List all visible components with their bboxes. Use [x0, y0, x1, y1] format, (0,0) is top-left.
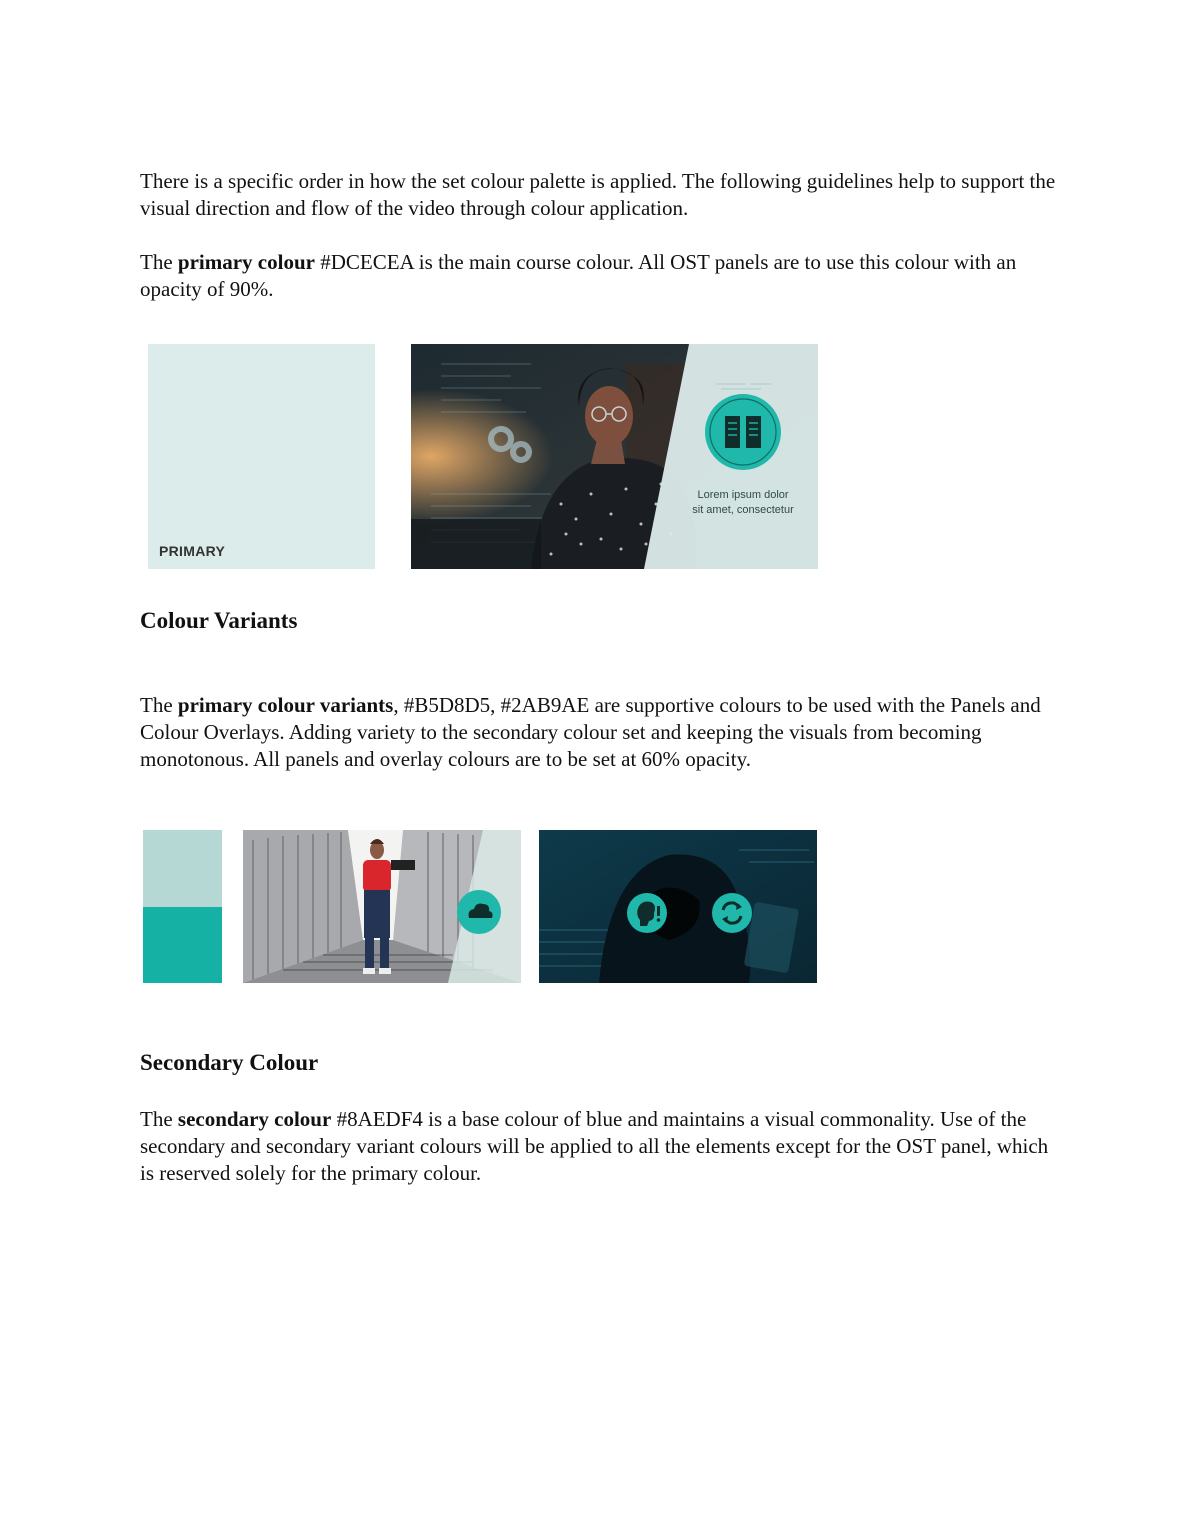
hacker-scene-illustration [539, 830, 817, 983]
primary-swatch [148, 344, 375, 569]
secondary-pre: The [140, 1107, 178, 1131]
office-scene-illustration [411, 344, 818, 569]
variant-swatch-teal [143, 907, 222, 983]
server-room-image [243, 830, 521, 983]
variant-swatch-light [143, 830, 222, 907]
primary-pre: The [140, 250, 178, 274]
primary-post: #DCECEA is the main course colour. All OST panels are to use this colour with an opacity of 90%. [140, 250, 1017, 301]
variants-post: , #B5D8D5, #2AB9AE are supportive colours to be used with the Panels and Colour Overlays. Adding variety to the secondary colour set and keeping the visuals from becoming monotonous. All panels and overlay colours are to be set at 60% opacity. [140, 693, 1041, 771]
ost-line-2: sit amet, consectetur [692, 504, 794, 516]
secondary-colour-heading: Secondary Colour [140, 1050, 319, 1075]
primary-bold: primary colour [177, 250, 315, 274]
hacker-image [539, 830, 817, 983]
primary-swatch-label: PRIMARY [159, 543, 226, 559]
variants-pre: The [140, 693, 178, 717]
ost-line-1: Lorem ipsum dolor [697, 489, 789, 501]
primary-example-image [411, 344, 818, 569]
secondary-post: #8AEDF4 is a base colour of blue and maintains a visual commonality. Use of the secondary and secondary variant colours will be applied to all the elements except for the OST panel, which is reserved solely for the primary colour. [140, 1107, 1049, 1185]
colour-variants-heading: Colour Variants [140, 608, 298, 633]
variants-paragraph [140, 692, 1060, 773]
intro-paragraph: There is a specific order in how the set colour palette is applied. The following guidelines help to support the visual direction and flow of the video through colour application. [140, 169, 1056, 220]
secondary-bold: secondary colour [177, 1107, 332, 1131]
secondary-paragraph [140, 1106, 1060, 1187]
variants-bold: primary colour variants [177, 693, 394, 717]
server-room-illustration [243, 830, 521, 983]
primary-paragraph [140, 249, 1060, 303]
ost-panel-text [673, 488, 813, 518]
